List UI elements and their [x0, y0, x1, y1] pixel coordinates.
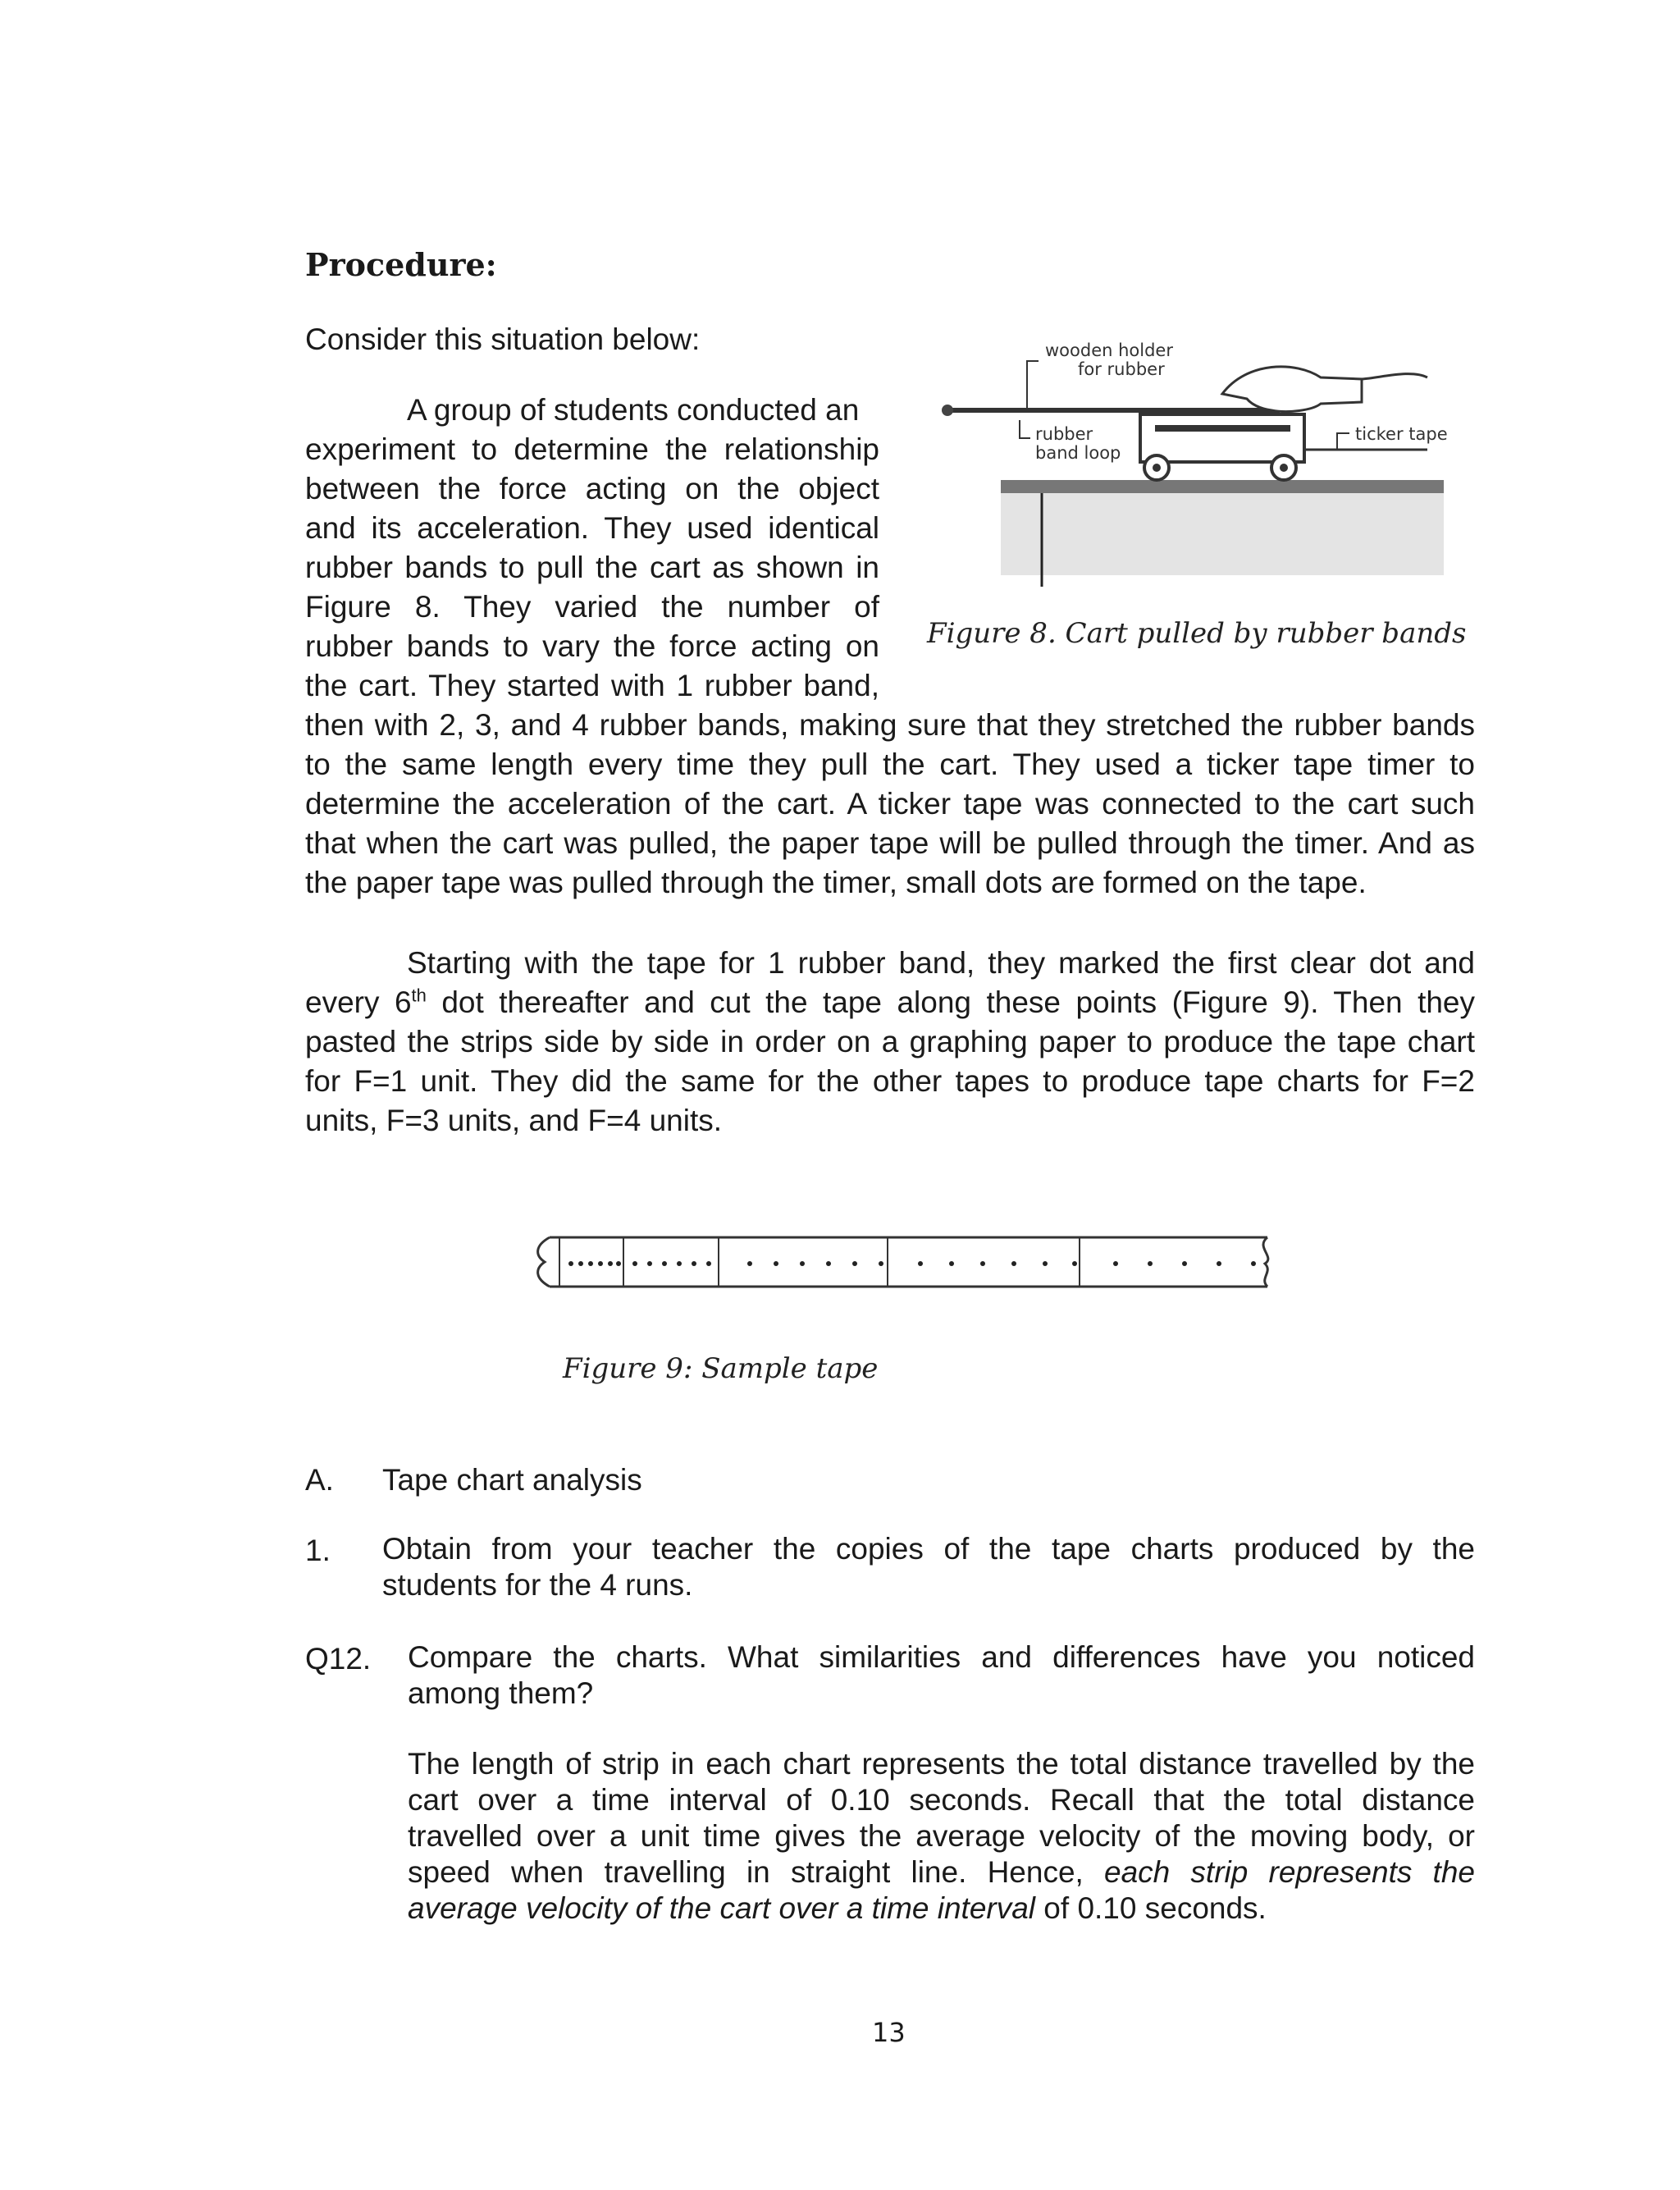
- label-band-line: rubber: [1035, 424, 1093, 444]
- sample-tape-diagram: [525, 1231, 1288, 1305]
- procedure-heading: Procedure:: [305, 246, 497, 283]
- hand-icon: [1222, 367, 1362, 412]
- para3-line: The length of strip in each chart represents the total distance travelled by the: [408, 1747, 1475, 1781]
- para1-line: Figure 8. They varied the number of: [305, 590, 879, 624]
- section-a-title: Tape chart analysis: [382, 1463, 642, 1497]
- para3-block: [408, 1746, 1475, 1927]
- tape-torn-start: [538, 1237, 550, 1287]
- item1-block: [382, 1531, 1475, 1603]
- wheel-hub: [1280, 464, 1288, 472]
- holder-label-line: [1027, 361, 1039, 410]
- para2-line: units, F=3 units, and F=4 units.: [305, 1104, 723, 1137]
- para1-line: the paper tape was pulled through the timer, small dots are formed on the tape.: [305, 866, 1367, 899]
- label-holder: [1045, 341, 1173, 379]
- para3-emphasis: average velocity of the cart over a time interval: [408, 1891, 1036, 1925]
- para2-line: for F=1 unit. They did the same for the other tapes to produce tape charts for F=2: [305, 1064, 1475, 1098]
- para3-line: [408, 1854, 1475, 1891]
- label-band: [1035, 425, 1121, 463]
- para1-line: A group of students conducted an: [407, 393, 860, 427]
- para2-text: every 6: [305, 985, 412, 1019]
- tape-torn-end: [1263, 1237, 1268, 1287]
- q12-line: Compare the charts. What similarities and differences have you noticed: [408, 1640, 1475, 1674]
- item1-line: Obtain from your teacher the copies of the tape charts produced by the: [382, 1532, 1475, 1566]
- para3-emphasis: each strip represents the: [1104, 1855, 1475, 1889]
- para3-line: travelled over a unit time gives the average velocity of the moving body, or: [408, 1819, 1475, 1853]
- para1-block: [305, 391, 879, 706]
- para1-line: and its acceleration. They used identical: [305, 511, 879, 545]
- para2-line: pasted the strips side by side in order on a graphing paper to produce the tape chart: [305, 1025, 1475, 1058]
- para1-line: between the force acting on the object: [305, 472, 879, 505]
- para1-line: rubber bands to pull the cart as shown in: [305, 551, 879, 584]
- para3-text: speed when travelling in straight line. Hence,: [408, 1855, 1104, 1889]
- para2-text: dot thereafter and cut the tape along these points (Figure 9). Then they: [426, 985, 1476, 1019]
- item1-marker: 1.: [305, 1534, 331, 1567]
- figure9-tape: [525, 1231, 1288, 1305]
- para1-line: then with 2, 3, and 4 rubber bands, making sure that they stretched the rubber bands: [305, 708, 1475, 742]
- section-a-marker: A.: [305, 1463, 334, 1497]
- label-tape: ticker tape: [1355, 424, 1448, 444]
- table-top: [1001, 480, 1444, 493]
- item1-line: students for the 4 runs.: [382, 1568, 693, 1602]
- tape-label-line: [1337, 433, 1349, 450]
- label-holder-line: for rubber: [1078, 359, 1165, 379]
- para1-line: rubber bands to vary the force acting on: [305, 629, 879, 663]
- para1-line: that when the cart was pulled, the paper tape will be pulled through the timer. And as: [305, 826, 1475, 860]
- ordinal-suffix: th: [411, 985, 427, 1006]
- holder-end: [942, 405, 953, 416]
- para2-block: [305, 944, 1475, 1141]
- figure8-caption: Figure 8. Cart pulled by rubber bands: [927, 617, 1467, 650]
- figure8-illustration: [935, 328, 1460, 599]
- para1-line: determine the acceleration of the cart. A ticker tape was connected to the cart such: [305, 787, 1475, 821]
- para1-line: to the same length every time they pull the cart. They used a ticker tape timer to: [305, 748, 1475, 781]
- para3-text: of 0.10 seconds.: [1035, 1891, 1267, 1925]
- q12-line: among them?: [408, 1676, 594, 1710]
- cart-diagram: [935, 328, 1460, 599]
- tape-dots: [568, 1261, 1256, 1266]
- para1-block-wide: [305, 706, 1475, 903]
- q12-block: [408, 1639, 1475, 1712]
- para3-line: cart over a time interval of 0.10 seconds. Recall that the total distance: [408, 1783, 1475, 1817]
- para3-line: [408, 1891, 1475, 1927]
- table-shadow: [1001, 493, 1444, 575]
- arm-line: [1362, 374, 1427, 379]
- label-holder-line: wooden holder: [1045, 341, 1173, 360]
- cart-rail: [1155, 425, 1290, 432]
- figure9-caption: Figure 9: Sample tape: [563, 1352, 879, 1385]
- q12-marker: Q12.: [305, 1642, 372, 1676]
- para2-line: Starting with the tape for 1 rubber band, they marked the first clear dot and: [407, 946, 1475, 980]
- intro-text: Consider this situation below:: [305, 322, 701, 356]
- para1-line: experiment to determine the relationship: [305, 432, 879, 466]
- label-band-line: band loop: [1035, 443, 1121, 463]
- band-label-line: [1020, 420, 1030, 438]
- page-number: 13: [872, 2017, 906, 2048]
- wheel-hub: [1153, 464, 1161, 472]
- para1-line: the cart. They started with 1 rubber band,: [305, 669, 879, 702]
- para2-line: [305, 983, 1475, 1022]
